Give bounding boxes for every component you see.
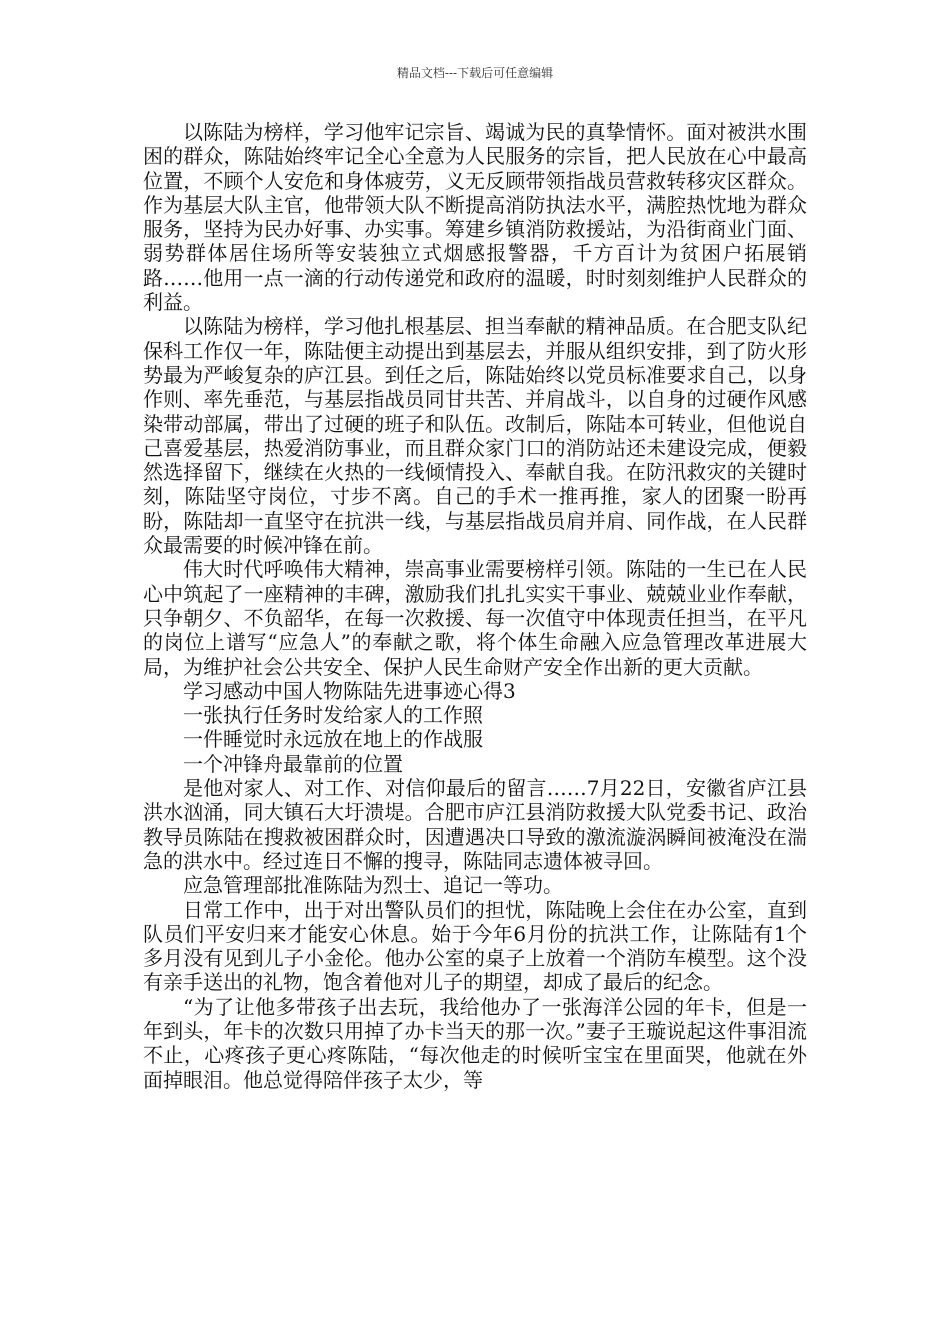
text-line: 一个冲锋舟最靠前的位置 [183, 751, 403, 776]
paragraph: 以陈陆为榜样，学习他牢记宗旨、竭诚为民的真挚情怀。面对被洪水围困的群众，陈陆始终牢记全心全意为人民服务的宗旨，把人民放在心中最高位置，不顾个人安危和身体疲劳，义无反顾带领指战员营救转移灾区群众。作为基层大队主官，他带领大队不断提高消防执法水平，满腔热忱地为群众服务，坚持为民办好事、办实事。筹建乡镇消防救援站，为沿街商业门面、弱势群体居住场所等安装独立式烟感报警器，千方百计为贫困户拓展销路……他用一点一滴的行动传递党和政府的温暖，时时刻刻维护人民群众的利益。 [143, 120, 807, 315]
page-header-watermark: 精品文档---下载后可任意编辑 [396, 66, 554, 80]
paragraph: 日常工作中，出于对出警队员们的担忧，陈陆晚上会住在办公室，直到队员们平安归来才能安心休息。始于今年6月份的抗洪工作，让陈陆有1个多月没有见到儿子小金伦。他办公室的桌子上放着一个消防车模型。这个没有亲手送出的礼物，饱含着他对儿子的期望，却成了最后的纪念。 [143, 897, 807, 995]
paragraph: 应急管理部批准陈陆为烈士、追记一等功。 [183, 873, 563, 898]
text-line: 一件睡觉时永远放在地上的作战服 [183, 727, 483, 752]
section-heading: 学习感动中国人物陈陆先进事迹心得3 [183, 678, 516, 703]
document-body [143, 120, 807, 1092]
paragraph: 是他对家人、对工作、对信仰最后的留言……7月22日，安徽省庐江县洪水汹涌，同大镇石大圩溃堤。合肥市庐江县消防救援大队党委书记、政治教导员陈陆在搜救被困群众时，因遭遇决口导致的激流漩涡瞬间被淹没在湍急的洪水中。经过连日不懈的搜寻，陈陆同志遗体被寻回。 [143, 776, 807, 873]
paragraph: 以陈陆为榜样，学习他扎根基层、担当奉献的精神品质。在合肥支队纪保科工作仅一年，陈陆便主动提出到基层去，并服从组织安排，到了防火形势最为严峻复杂的庐江县。到任之后，陈陆始终以党员标准要求自己，以身作则、率先垂范，与基层指战员同甘共苦、并肩战斗，以自身的过硬作风感染带动部属，带出了过硬的班子和队伍。改制后，陈陆本可转业，但他说自己喜爱基层，热爱消防事业，而且群众家门口的消防站还未建设完成，便毅然选择留下，继续在火热的一线倾情投入、奉献自我。在防汛救灾的关键时刻，陈陆坚守岗位，寸步不离。自己的手术一推再推，家人的团聚一盼再盼，陈陆却一直坚守在抗洪一线，与基层指战员肩并肩、同作战，在人民群众最需要的时候冲锋在前。 [143, 314, 807, 558]
paragraph: “为了让他多带孩子出去玩，我给他办了一张海洋公园的年卡，但是一年到头，年卡的次数只用掉了办卡当天的那一次。”妻子王璇说起这件事泪流不止，心疼孩子更心疼陈陆，“每次他走的时候听宝宝在里面哭，他就在外面掉眼泪。他总觉得陪伴孩子太少，等 [143, 994, 807, 1092]
text-line: 一张执行任务时发给家人的工作照 [183, 703, 483, 728]
paragraph: 伟大时代呼唤伟大精神，崇高事业需要榜样引领。陈陆的一生已在人民心中筑起了一座精神的丰碑，激励我们扎扎实实干事业、兢兢业业作奉献，只争朝夕、不负韶华，在每一次救援、每一次值守中体现责任担当，在平凡的岗位上谱写“应急人”的奉献之歌，将个体生命融入应急管理改革进展大局，为维护社会公共安全、保护人民生命财产安全作出新的更大贡献。 [143, 557, 807, 679]
